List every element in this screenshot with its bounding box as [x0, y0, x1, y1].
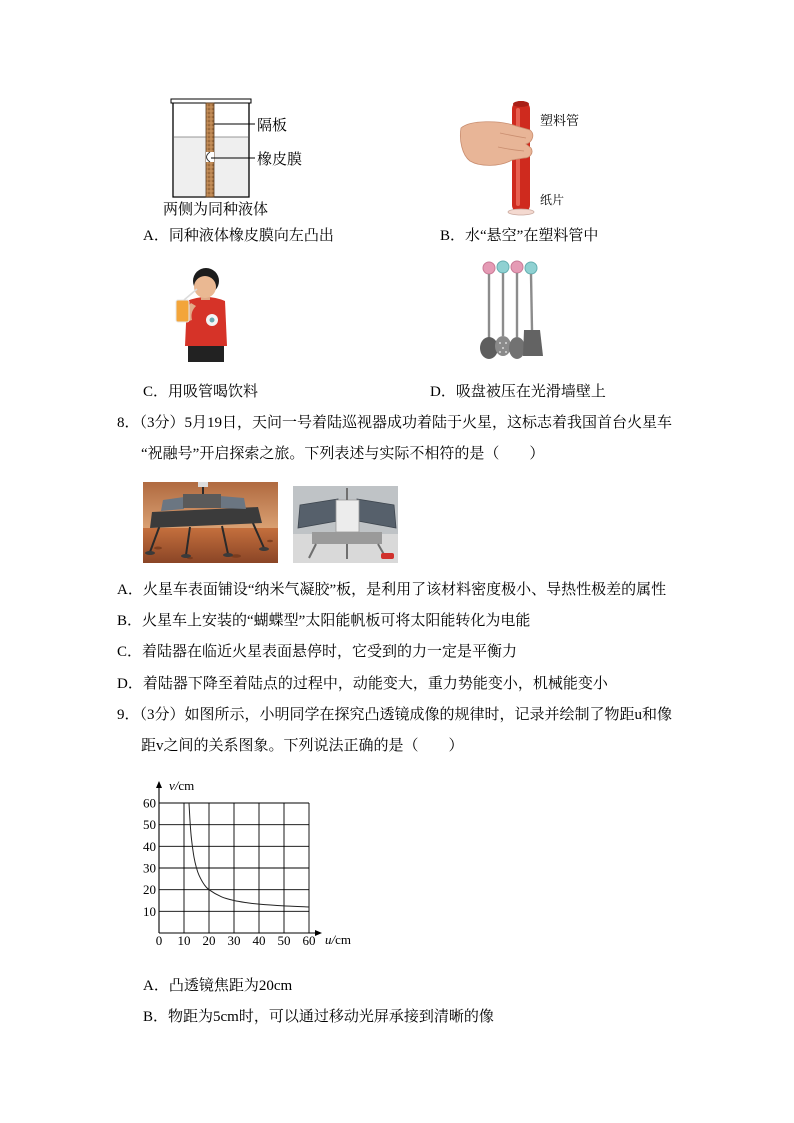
suction-cups — [483, 261, 537, 274]
spoon-head — [509, 337, 525, 359]
y-tick-label: 30 — [143, 860, 156, 876]
mars-rover-lab-photo — [293, 486, 398, 563]
x-tick-label: 30 — [227, 933, 241, 948]
x-tick-label: 10 — [177, 933, 191, 948]
partition-board — [206, 103, 214, 197]
q7-option-b: B．水“悬空”在塑料管中 — [440, 228, 599, 244]
watermark-logo — [381, 553, 394, 559]
q8-stem-line2: “祝融号”开启探索之旅。下列表述与实际不相符的是（ ） — [141, 446, 545, 462]
lander-base — [312, 532, 382, 544]
mars-lander-photo — [143, 482, 278, 563]
boy-drinking-photo — [165, 262, 230, 366]
q9-stem-line2: 距v之间的关系图象。下列说法正确的是（ ） — [141, 738, 464, 754]
q7-option-c: C．用吸管喝饮料 — [143, 384, 259, 400]
y-tick-label: 10 — [143, 903, 156, 919]
suction-cup — [525, 262, 537, 274]
y-axis-arrow — [156, 781, 162, 788]
y-tick-label: 20 — [143, 882, 156, 898]
x-tick-label: 60 — [302, 933, 316, 948]
shirt-logo-center — [210, 318, 215, 323]
membrane-label: 橡皮膜 — [257, 151, 303, 168]
tube-top — [513, 101, 529, 107]
skimmer-head — [495, 336, 511, 356]
q9-stem-line1: 9．（3分）如图所示，小明同学在探究凸透镜成像的规律时，记录并绘制了物距u和像 — [117, 707, 673, 723]
x-tick-label: 40 — [252, 933, 266, 948]
plastic-tube-photo — [455, 95, 585, 220]
drink-cup — [176, 300, 189, 322]
paper-sheet — [508, 209, 534, 215]
q8-option-a: A．火星车表面铺设“纳米气凝胶”板，是利用了该材料密度极小、导热性极差的属性 — [117, 582, 667, 598]
uv-curve — [189, 803, 309, 907]
left-liquid — [174, 137, 206, 196]
membrane-opening — [206, 152, 214, 162]
right-liquid — [214, 137, 249, 196]
y-tick-label: 60 — [143, 795, 156, 811]
y-tick-label: 50 — [143, 817, 156, 833]
q8-option-d: D．着陆器下降至着陆点的过程中，动能变大，重力势能变小，机械能变小 — [117, 676, 608, 692]
x-tick-label: 20 — [202, 933, 216, 948]
pants — [188, 344, 224, 362]
rover-body — [183, 494, 221, 508]
spatula-head — [523, 330, 543, 356]
utensil-handles — [489, 273, 532, 338]
q7-option-d: D．吸盘被压在光滑墙壁上 — [430, 384, 606, 400]
y-axis-label: v/cm — [169, 778, 195, 793]
q7-option-a: A．同种液体橡皮膜向左凸出 — [143, 228, 334, 244]
q9-option-b: B．物距为5cm时，可以通过移动光屏承接到清晰的像 — [143, 1009, 494, 1025]
suction-cup-hooks-photo — [475, 258, 555, 366]
object-image-distance-chart — [130, 770, 360, 955]
x-tick-label: 0 — [155, 933, 163, 948]
x-axis-label: u/cm — [325, 932, 352, 947]
paper-label: 纸片 — [540, 193, 565, 207]
container-lid — [171, 99, 251, 103]
rover-body — [336, 500, 359, 532]
x-tick-label: 50 — [277, 933, 291, 948]
partition-container-diagram — [160, 94, 310, 202]
suction-cup — [497, 261, 509, 273]
suction-cup — [511, 261, 523, 273]
face — [194, 276, 216, 298]
q8-stem-line1: 8．（3分）5月19日，天问一号着陆巡视器成功着陆于火星，这标志着我国首台火星车 — [117, 415, 673, 431]
x-axis-arrow — [315, 930, 322, 936]
partition-label: 隔板 — [257, 117, 288, 134]
tube-label: 塑料管 — [540, 113, 580, 128]
y-tick-label: 40 — [143, 838, 156, 854]
q8-option-b: B．火星车上安装的“蝴蝶型”太阳能帆板可将太阳能转化为电能 — [117, 613, 531, 629]
diagram-caption: 两侧为同种液体 — [163, 201, 269, 218]
q9-option-a: A．凸透镜焦距为20cm — [143, 978, 293, 994]
mast-camera — [198, 482, 208, 487]
q8-option-c: C．着陆器在临近火星表面悬停时，它受到的力一定是平衡力 — [117, 644, 518, 660]
suction-cup — [483, 262, 495, 274]
